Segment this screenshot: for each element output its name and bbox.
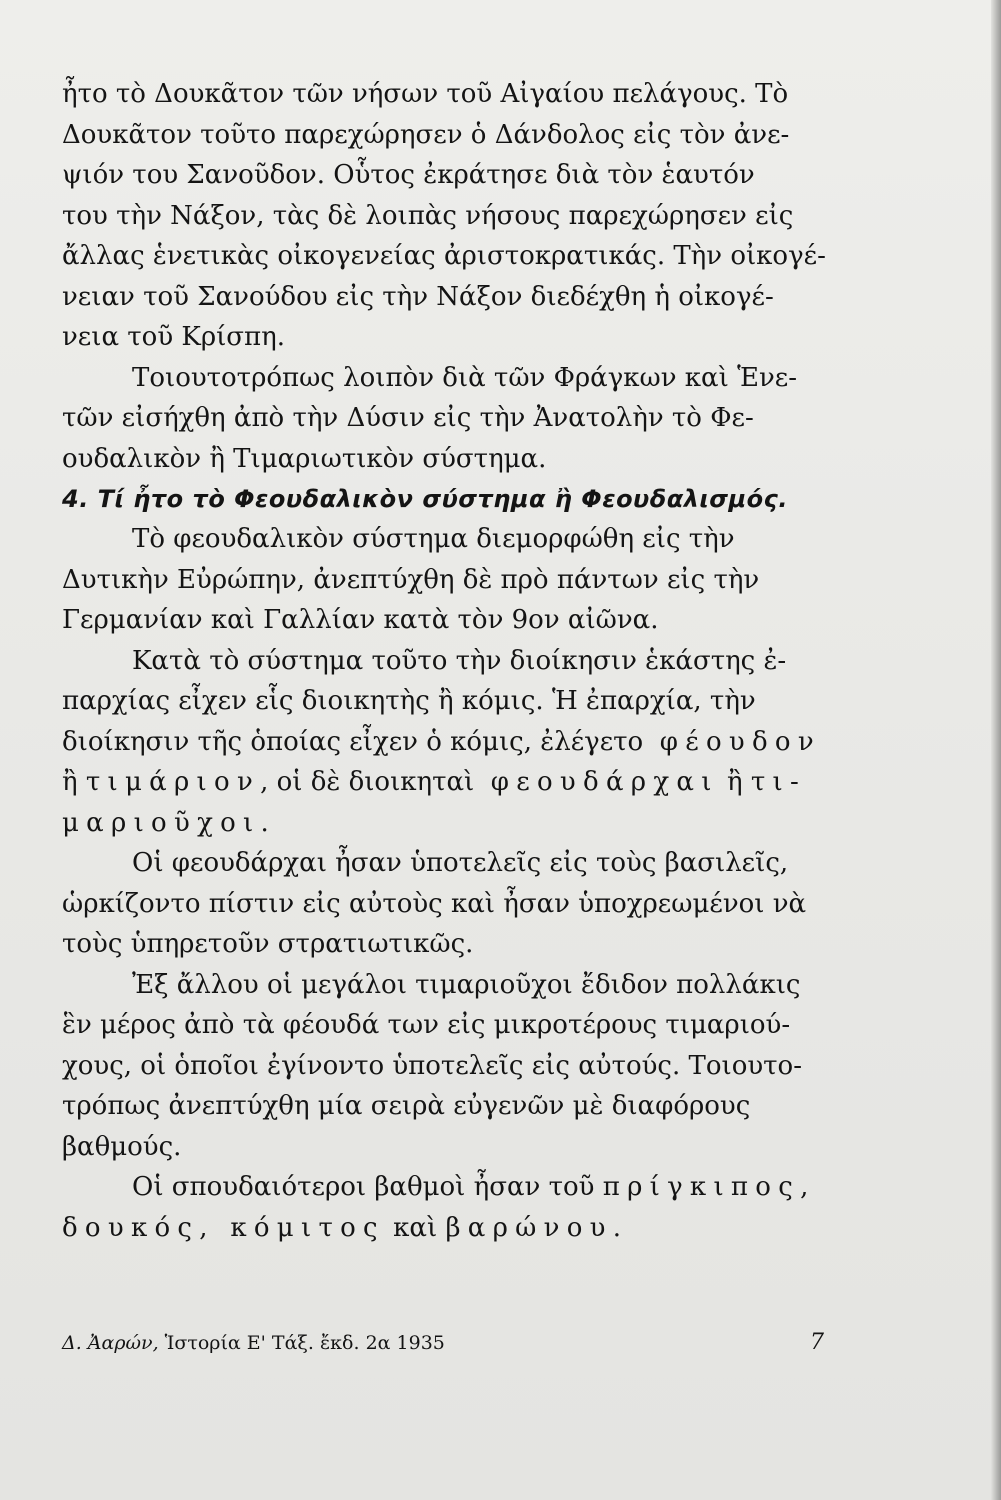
spaced-term-baronou: βαρώνου.: [445, 1212, 629, 1243]
body-text: [62, 74, 832, 1248]
text-line: χους, οἱ ὁποῖοι ἐγίνοντο ὑποτελεῖς εἰς αὐτούς. Τοιουτο-: [62, 1050, 802, 1081]
footer-citation: [62, 1332, 445, 1354]
footer-book: Ἱστορία Ε' Τάξ. ἔκδ. 2α 1935: [164, 1332, 445, 1354]
text-line: του τὴν Νάξον, τὰς δὲ λοιπὰς νήσους παρεχώρησεν εἰς: [62, 200, 794, 231]
text-line: Δουκᾶτον τοῦτο παρεχώρησεν ὁ Δάνδολος εἰς τὸν ἀνε-: [62, 119, 790, 150]
text-line: ουδαλικὸν ἢ Τιμαριωτικὸν σύστημα.: [62, 443, 547, 474]
spaced-term-feudarchai: φεουδάρχαι: [490, 767, 719, 797]
text-line: ψιόν του Σανοῦδον. Οὗτος ἐκράτησε διὰ τὸν ἑαυτόν: [62, 160, 755, 190]
paragraph-6: [62, 965, 832, 1168]
text-run: , οἱ δὲ διοικηταὶ: [260, 767, 475, 797]
text-line: ὡρκίζοντο πίστιν εἰς αὐτοὺς καὶ ἦσαν ὑποχρεωμένοι νὰ: [62, 888, 807, 919]
text-line: ἄλλας ἑνετικὰς οἰκογενείας ἀριστοκρατικάς. Τὴν οἰκογέ-: [62, 241, 826, 271]
text-line: [62, 762, 832, 803]
paragraph-3: [62, 519, 832, 641]
text-run: διοίκησιν τῆς ὁποίας εἶχεν ὁ κόμις, ἐλέγετο: [62, 726, 644, 757]
section-heading: 4. Τί ἦτο τὸ Φεουδαλικὸν σύστημα ἢ Φεουδαλισμός.: [62, 485, 788, 513]
text-line: Τοιουτοτρόπως λοιπὸν διὰ τῶν Φράγκων καὶ Ἑνε-: [132, 362, 798, 393]
paragraph-1: [62, 74, 832, 358]
paragraph-7: [62, 1167, 832, 1248]
spaced-term-timariouchoi: μαριοῦχοι.: [62, 807, 277, 838]
text-line: ἦτο τὸ Δουκᾶτον τῶν νήσων τοῦ Αἰγαίου πελάγους. Τὸ: [62, 79, 789, 109]
text-line: Οἱ φεουδάρχαι ἦσαν ὑποτελεῖς εἰς τοὺς βασιλεῖς,: [132, 848, 789, 878]
text-line: ἓν μέρος ἀπὸ τὰ φέουδά των εἰς μικροτέρους τιμαριού-: [62, 1010, 791, 1040]
text-line: Ἐξ ἄλλου οἱ μεγάλοι τιμαριοῦχοι ἔδιδον πολλάκις: [132, 969, 801, 1000]
paragraph-4: [62, 641, 832, 844]
page-number: 7: [810, 1330, 824, 1355]
text-line: τοὺς ὑπηρετοῦν στρατιωτικῶς.: [62, 929, 474, 959]
text-run: ἢ: [726, 767, 743, 797]
footer-author: Δ. Ἀαρών,: [62, 1332, 159, 1354]
spaced-term-ti: τι-: [750, 767, 807, 797]
text-line: Δυτικὴν Εὐρώπην, ἀνεπτύχθη δὲ πρὸ πάντων εἰς τὴν: [62, 564, 760, 595]
text-line: Γερμανίαν καὶ Γαλλίαν κατὰ τὸν 9ον αἰῶνα.: [62, 605, 659, 635]
text-run: ἢ: [62, 767, 78, 797]
text-run: Οἱ σπουδαιότεροι βαθμοὶ ἦσαν τοῦ: [132, 1172, 595, 1202]
text-line: παρχίας εἶχεν εἷς διοικητὴς ἢ κόμις. Ἡ ἐπαρχία, τὴν: [62, 686, 756, 716]
text-line: [62, 722, 832, 763]
text-line: Κατὰ τὸ σύστημα τοῦτο τὴν διοίκησιν ἑκάστης ἐ-: [132, 645, 787, 676]
spaced-term-doukos-komitos: δουκός, κόμιτος: [62, 1212, 385, 1243]
text-line: Τὸ φεουδαλικὸν σύστημα διεμορφώθη εἰς τὴν: [132, 524, 735, 554]
spaced-term-feudon: φέουδον: [659, 726, 821, 757]
text-run: καὶ: [393, 1212, 438, 1243]
paragraph-2: [62, 358, 832, 480]
text-line: νεια τοῦ Κρίσπη.: [62, 322, 285, 352]
spaced-term-timarion: τιμάριον: [85, 767, 261, 797]
text-line: βαθμούς.: [62, 1131, 182, 1162]
spaced-term-prinkipos: πρίγκιπος,: [602, 1172, 816, 1202]
page-footer: [62, 1330, 824, 1355]
text-line: νειαν τοῦ Σανούδου εἰς τὴν Νάξον διεδέχθη ἡ οἰκογέ-: [62, 281, 774, 312]
text-line: [62, 1167, 832, 1208]
text-line: τῶν εἰσήχθη ἀπὸ τὴν Δύσιν εἰς τὴν Ἀνατολὴν τὸ Φε-: [62, 403, 754, 433]
paragraph-5: [62, 843, 832, 965]
text-line: [62, 1208, 832, 1249]
text-line: τρόπως ἀνεπτύχθη μία σειρὰ εὐγενῶν μὲ διαφόρους: [62, 1091, 751, 1121]
